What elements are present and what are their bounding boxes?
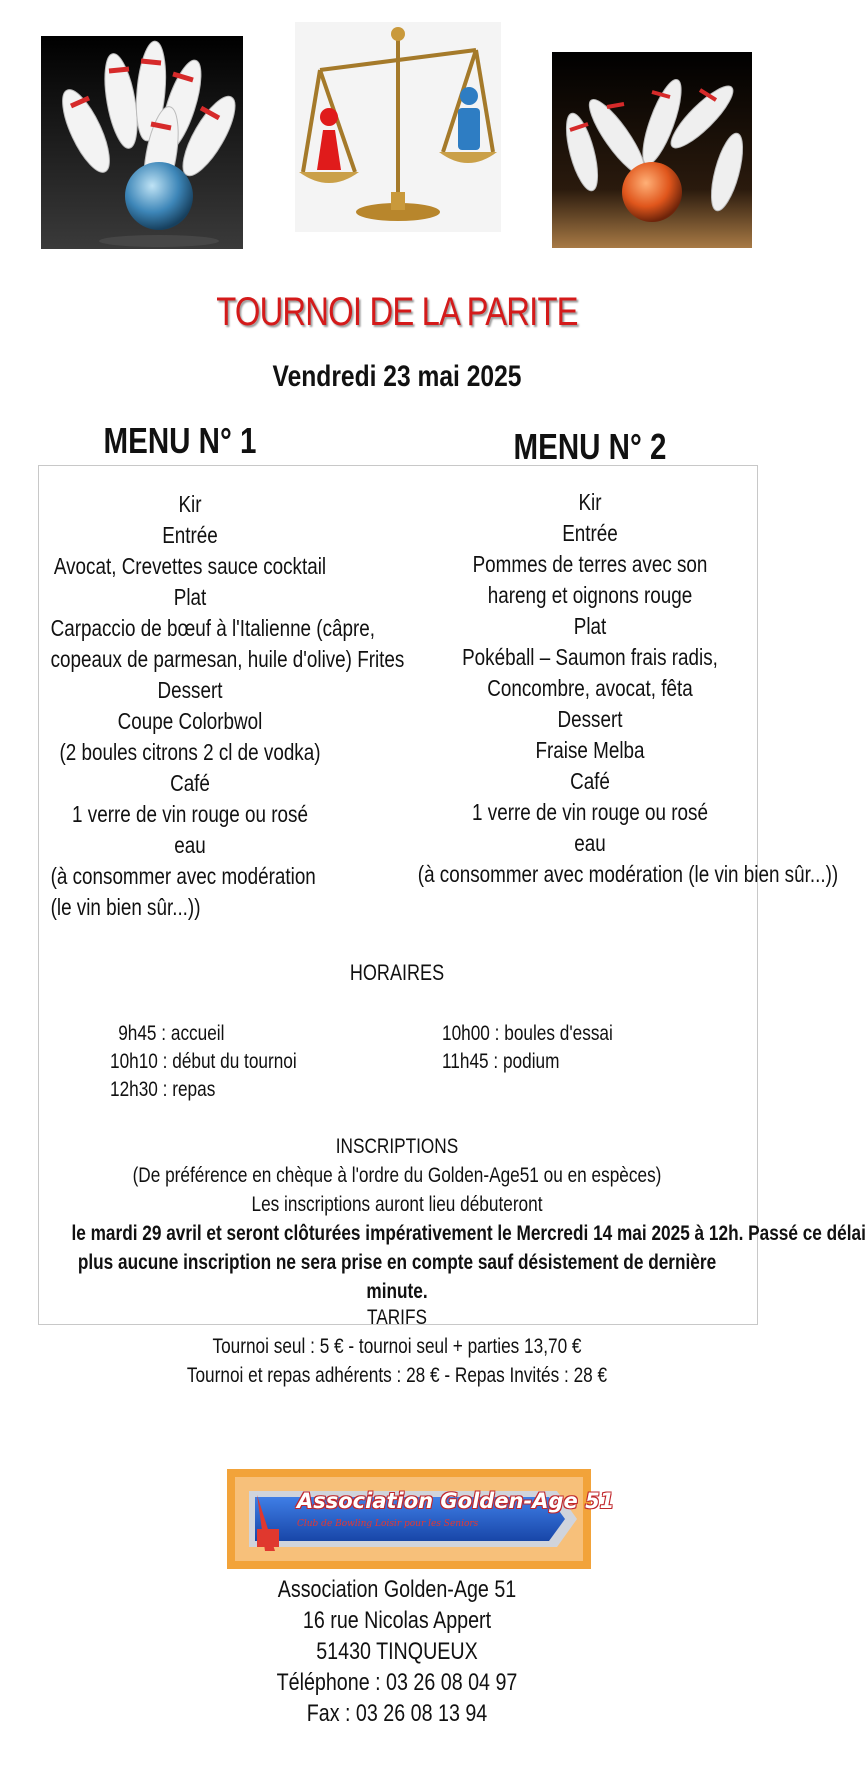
horaires-title: HORAIRES (349, 960, 445, 985)
inscriptions-line: (De préférence en chèque à l'ordre du Golden-Age51 ou en espèces) (132, 1164, 662, 1187)
address-block (71, 1574, 722, 1729)
menu1-line: Plat (173, 584, 207, 610)
menu2-line: Pokéball – Saumon frais radis, (462, 644, 718, 670)
schedule-item: 10h10 : début du tournoi (110, 1050, 297, 1073)
address-name: Association Golden-Age 51 (277, 1576, 517, 1603)
menu1-line: Entrée (162, 522, 218, 548)
menu1-line: Coupe Colorbwol (117, 708, 263, 734)
page-title: TOURNOI DE LA PARITE (216, 290, 578, 334)
scales-parity-image (295, 22, 501, 232)
menu2-line: Café (570, 768, 610, 794)
tarifs-line: Tournoi seul : 5 € - tournoi seul + parties 13,70 € (212, 1335, 582, 1358)
menu2-line: Kir (578, 489, 602, 515)
inscriptions-line: Les inscriptions auront lieu débuteront (251, 1193, 543, 1216)
inscriptions-deadline: le mardi 29 avril et seront clôturées impérativement le Mercredi 14 mai 2025 à 12h. Passé ce délai (71, 1222, 866, 1245)
menu1-line: Carpaccio de bœuf à l'Italienne (câpre, (50, 615, 375, 641)
menu2-line: (à consommer avec modération (le vin bien sûr...)) (417, 861, 839, 887)
menu1-line: eau (174, 832, 206, 858)
association-logo (227, 1469, 615, 1569)
tarifs-title: TARIFS (367, 1306, 427, 1329)
schedule-item: 9h45 : accueil (118, 1022, 225, 1045)
schedule-item: 10h00 : boules d'essai (442, 1022, 613, 1045)
schedule-right (442, 1020, 613, 1076)
menu1-line: (2 boules citrons 2 cl de vodka) (59, 739, 321, 765)
menu1-list (50, 489, 405, 923)
tarifs-line: Tournoi et repas adhérents : 28 € - Repas Invités : 28 € (186, 1364, 608, 1387)
menu1-line: 1 verre de vin rouge ou rosé (72, 801, 308, 827)
menu2-line: Fraise Melba (535, 737, 645, 763)
menu2-line: Dessert (557, 706, 623, 732)
menu2-line: Entrée (562, 520, 618, 546)
menu1-line: (à consommer avec modération (le vin bien sûr...)) (50, 863, 316, 920)
menu2-heading: MENU N° 2 (513, 426, 667, 467)
address-city: 51430 TINQUEUX (316, 1638, 478, 1665)
address-phone: Téléphone : 03 26 08 04 97 (276, 1669, 518, 1696)
address-street: 16 rue Nicolas Appert (302, 1607, 492, 1634)
event-date: Vendredi 23 mai 2025 (272, 360, 522, 393)
menu2-line: eau (574, 830, 606, 856)
tarifs-section (71, 1303, 722, 1390)
menu2-list (417, 487, 839, 890)
schedule-item: 12h30 : repas (110, 1078, 216, 1101)
inscriptions-section (71, 1132, 866, 1306)
menu2-line: Concombre, avocat, fêta (487, 675, 693, 701)
logo-tagline: Club de Bowling Loisir pour les Seniors (297, 1519, 479, 1529)
menu2-line: 1 verre de vin rouge ou rosé (472, 799, 708, 825)
menu1-line: Dessert (157, 677, 223, 703)
menu2-line: Pommes de terres avec son (472, 551, 708, 577)
logo-name: Association Golden-Age 51 (297, 1489, 615, 1513)
bowling-right-image (552, 52, 752, 248)
schedule-left (110, 1020, 297, 1104)
menu1-line: copeaux de parmesan, huile d'olive) Frites (50, 646, 405, 672)
menu1-line: Avocat, Crevettes sauce cocktail (53, 553, 327, 579)
inscriptions-title: INSCRIPTIONS (335, 1135, 459, 1158)
menu1-line: Kir (178, 491, 202, 517)
menu1-line: Café (170, 770, 210, 796)
menu2-line: Plat (573, 613, 607, 639)
menu2-line: hareng et oignons rouge (487, 582, 693, 608)
inscriptions-note: plus aucune inscription ne sera prise en compte sauf désistement de dernière minute. (77, 1251, 717, 1303)
bowling-left-image (41, 36, 243, 249)
schedule-item: 11h45 : podium (442, 1050, 560, 1073)
address-fax: Fax : 03 26 08 13 94 (306, 1700, 488, 1727)
menu1-heading: MENU N° 1 (103, 420, 257, 461)
